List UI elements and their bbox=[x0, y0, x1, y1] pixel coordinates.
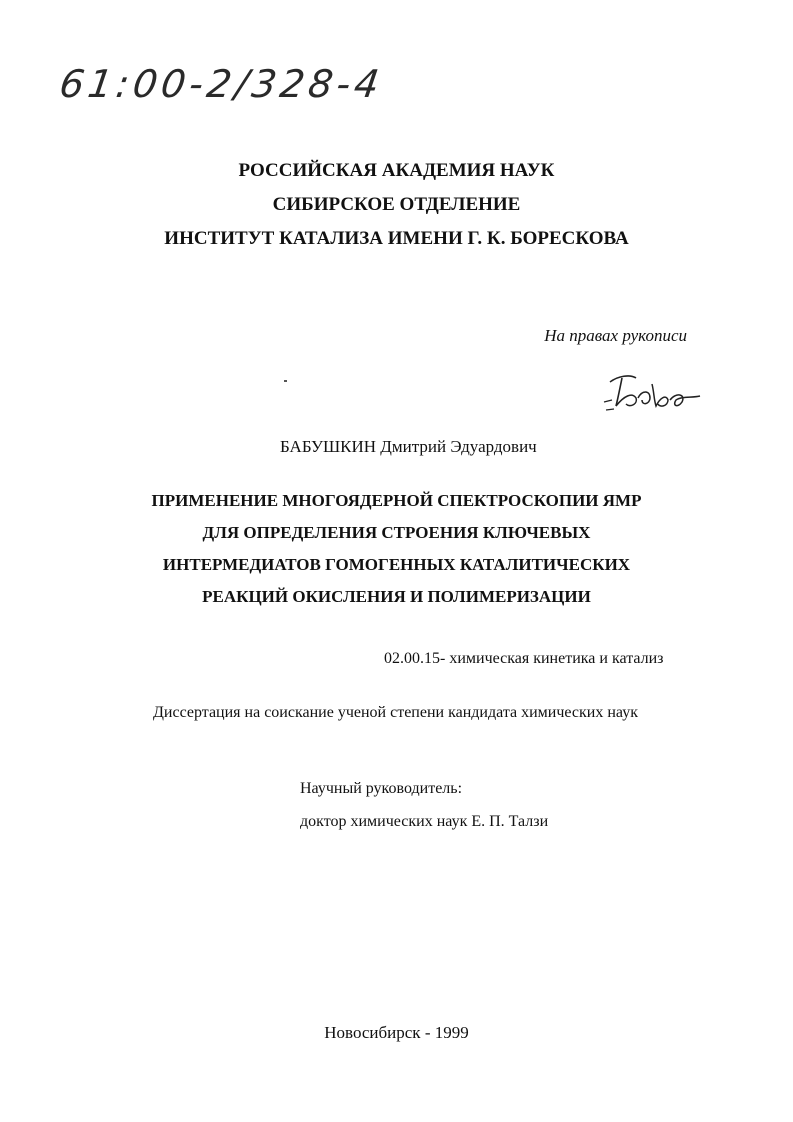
signature-icon bbox=[596, 362, 706, 422]
advisor-name: доктор химических наук Е. П. Талзи bbox=[300, 813, 549, 830]
title-line-1: ПРИМЕНЕНИЕ МНОГОЯДЕРНОЙ СПЕКТРОСКОПИИ ЯМР bbox=[151, 491, 642, 510]
scan-speck bbox=[284, 380, 287, 382]
title-line-2: ДЛЯ ОПРЕДЕЛЕНИЯ СТРОЕНИЯ КЛЮЧЕВЫХ bbox=[202, 523, 591, 542]
archive-stamp bbox=[56, 62, 390, 132]
city-year: Новосибирск - 1999 bbox=[324, 1023, 469, 1042]
manuscript-note: На правах рукописи bbox=[544, 326, 687, 345]
title-line-3: ИНТЕРМЕДИАТОВ ГОМОГЕННЫХ КАТАЛИТИЧЕСКИХ bbox=[162, 555, 631, 574]
organization-line-2: СИБИРСКОЕ ОТДЕЛЕНИЕ bbox=[272, 194, 521, 215]
archive-number: 61:00-2/328-4 bbox=[56, 62, 386, 106]
specialty-code: 02.00.15- химическая кинетика и катализ bbox=[384, 650, 664, 667]
organization-line-3: ИНСТИТУТ КАТАЛИЗА ИМЕНИ Г. К. БОРЕСКОВА bbox=[164, 228, 629, 249]
dissertation-note: Диссертация на соискание ученой степени кандидата химических наук bbox=[153, 704, 638, 721]
organization-line-1: РОССИЙСКАЯ АКАДЕМИЯ НАУК bbox=[238, 160, 555, 181]
author-name: БАБУШКИН Дмитрий Эдуардович bbox=[280, 437, 537, 456]
title-line-4: РЕАКЦИЙ ОКИСЛЕНИЯ И ПОЛИМЕРИЗАЦИИ bbox=[202, 587, 591, 606]
advisor-label: Научный руководитель: bbox=[300, 780, 463, 797]
